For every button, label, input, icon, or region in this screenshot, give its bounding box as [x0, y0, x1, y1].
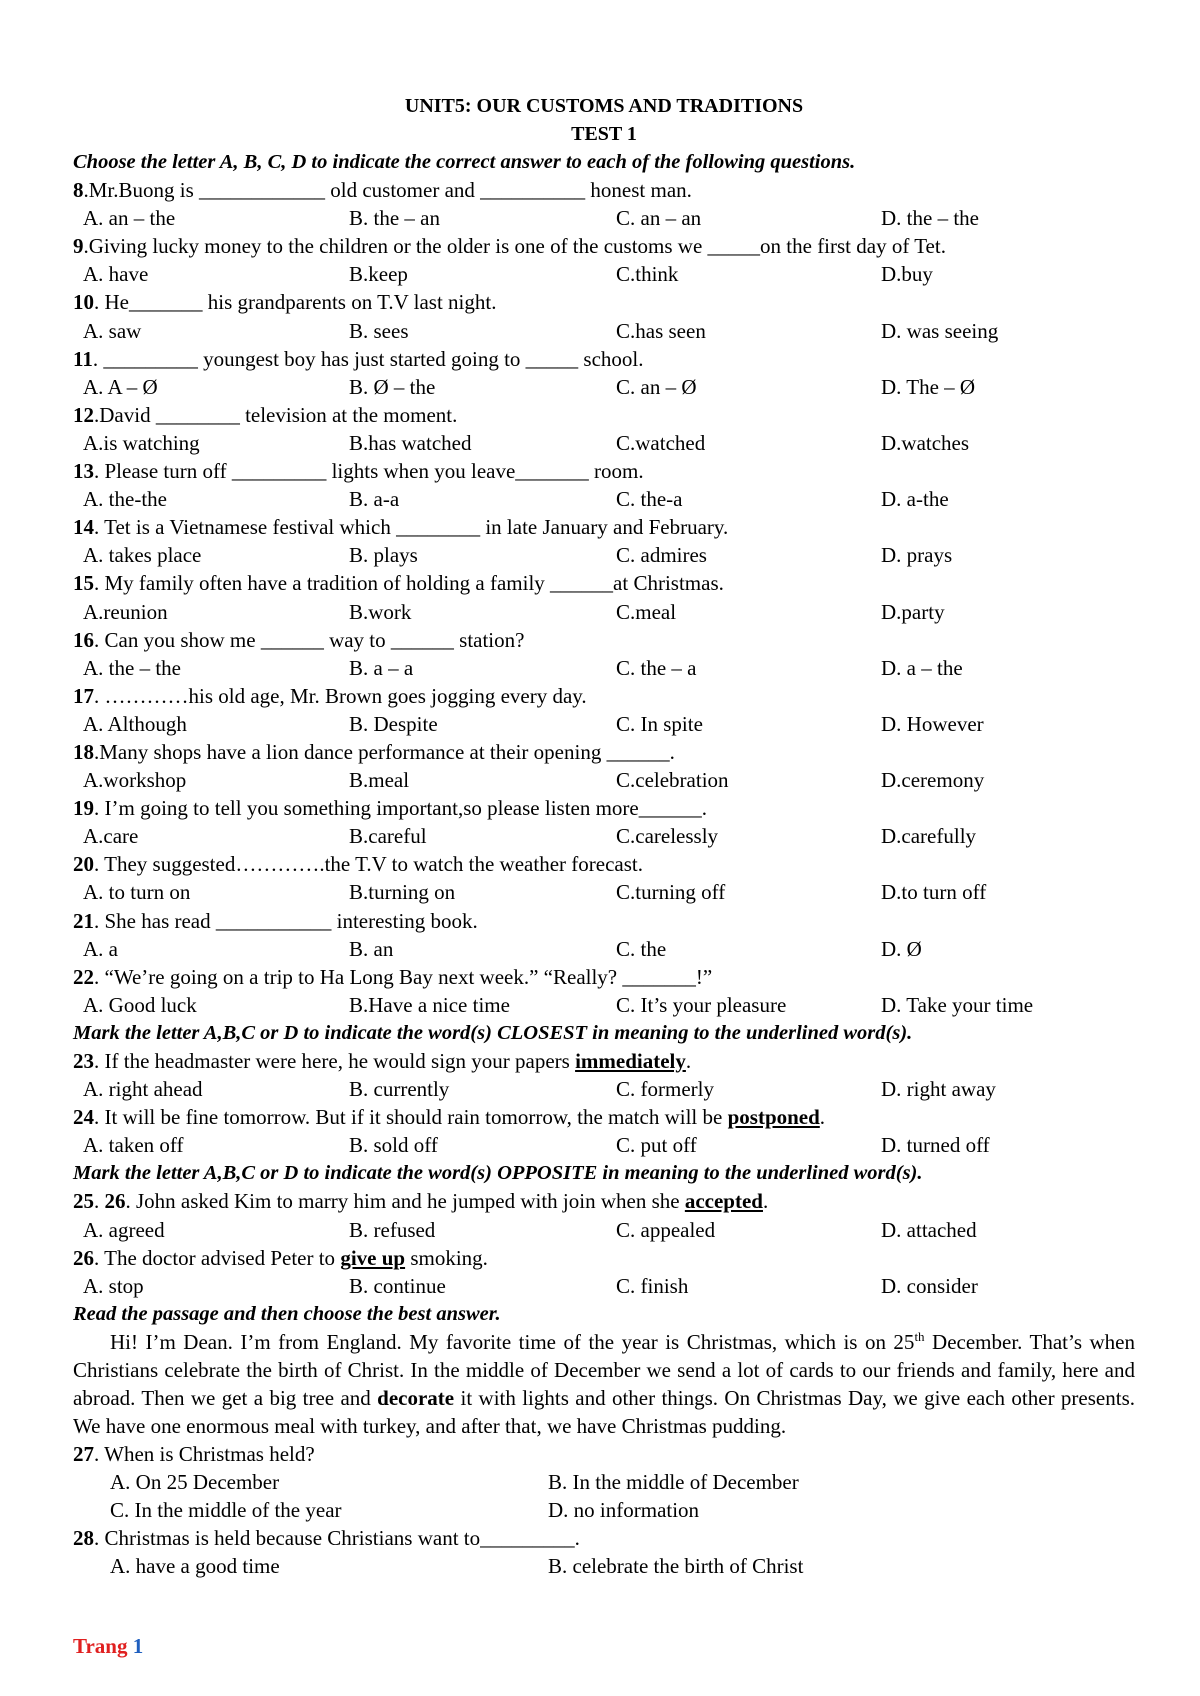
option-d: D. prays — [881, 543, 953, 568]
option-b: B. Despite — [349, 711, 438, 736]
option-b: B.careful — [349, 824, 427, 849]
question-text: . _________ youngest boy has just started going to _____ school. — [92, 346, 644, 371]
option-b: B. an — [349, 936, 394, 961]
question-text: .Giving lucky money to the children or the older is one of the customs we _____on the first day of Tet. — [83, 234, 946, 259]
option-b: B. Ø – the — [349, 374, 436, 399]
options-15 — [73, 598, 1135, 626]
question-number: 12 — [73, 402, 94, 427]
question-number: 15 — [73, 571, 94, 596]
question-16 — [73, 626, 1135, 654]
option-d: D. right away — [881, 1077, 996, 1102]
option-a: A.is watching — [83, 430, 200, 455]
question-number: 22 — [73, 964, 94, 989]
options-12 — [73, 429, 1135, 457]
question-number: 13 — [73, 459, 94, 484]
underlined-word: give up — [340, 1245, 406, 1270]
option-b: B.Have a nice time — [349, 992, 510, 1017]
option-c: C.think — [616, 262, 679, 287]
option-d: D. However — [881, 711, 984, 736]
question-text: . Please turn off _________ lights when you leave_______ room. — [94, 459, 644, 484]
option-d: D.to turn off — [881, 880, 987, 905]
option-c: C.turning off — [616, 880, 726, 905]
option-d: D.ceremony — [881, 768, 985, 793]
options-16 — [73, 654, 1135, 682]
option-b: B. sees — [349, 318, 409, 343]
options-19 — [73, 822, 1135, 850]
question-number: 18 — [73, 739, 94, 764]
option-d: D. Ø — [881, 936, 922, 961]
question-13 — [73, 457, 1135, 485]
option-c: C. In spite — [616, 711, 703, 736]
question-text: . My family often have a tradition of holding a family ______at Christmas. — [94, 571, 724, 596]
question-26: 26. The doctor advised Peter to give up smoking. — [73, 1245, 488, 1270]
question-19 — [73, 794, 1135, 822]
option-c: C. formerly — [616, 1077, 714, 1102]
option-c: C.meal — [616, 599, 677, 624]
options-23 — [73, 1075, 1135, 1103]
option-d: D. the – the — [881, 206, 979, 231]
option-c: C. the-a — [616, 487, 683, 512]
option-a: A. have — [83, 262, 149, 287]
question-text: . “We’re going on a trip to Ha Long Bay next week.” “Really? _______!” — [94, 964, 713, 989]
option-d: D.party — [881, 599, 945, 624]
footer-page-number: 1 — [132, 1634, 144, 1658]
option-d: D. was seeing — [881, 318, 999, 343]
question-8 — [73, 176, 1135, 204]
question-17 — [73, 682, 1135, 710]
question-number: 21 — [73, 908, 94, 933]
question-20 — [73, 850, 1135, 878]
options-28-row1 — [73, 1552, 1135, 1580]
instruction-3: Mark the letter A,B,C or D to indicate the word(s) OPPOSITE in meaning to the underlined word(s). — [73, 1162, 923, 1185]
question-22 — [73, 963, 1135, 991]
option-b: B. continue — [349, 1273, 446, 1298]
option-d: D. attached — [881, 1217, 977, 1242]
option-a: A. have a good time — [110, 1554, 280, 1579]
question-28: 28. Christmas is held because Christians want to_________. — [73, 1526, 580, 1551]
question-text: . He_______ his grandparents on T.V last night. — [94, 290, 497, 315]
option-b: B.work — [349, 599, 412, 624]
instruction-2: Mark the letter A,B,C or D to indicate the word(s) CLOSEST in meaning to the underlined word(s). — [73, 1021, 913, 1044]
option-b: B. refused — [349, 1217, 436, 1242]
question-15 — [73, 569, 1135, 597]
option-c: C. finish — [616, 1273, 689, 1298]
options-25 — [73, 1216, 1135, 1244]
option-b: B. a – a — [349, 655, 414, 680]
option-d: D. a-the — [881, 487, 949, 512]
options-8 — [73, 204, 1135, 232]
question-text: . They suggested………….the T.V to watch the weather forecast. — [94, 852, 643, 877]
option-c: C. It’s your pleasure — [616, 992, 787, 1017]
options-14 — [73, 541, 1135, 569]
question-24: 24. It will be fine tomorrow. But if it should rain tomorrow, the match will be postponed. — [73, 1105, 826, 1130]
option-d: D.watches — [881, 430, 970, 455]
option-b: B. a-a — [349, 487, 400, 512]
test-label: TEST 1 — [571, 123, 637, 145]
instruction-1: Choose the letter A, B, C, D to indicate the correct answer to each of the following questions. — [73, 151, 856, 173]
options-24 — [73, 1131, 1135, 1159]
question-number: 19 — [73, 796, 94, 821]
option-c: C. an – an — [616, 206, 702, 231]
question-text: .Mr.Buong is ____________ old customer and __________ honest man. — [83, 178, 692, 203]
question-14 — [73, 513, 1135, 541]
option-a: A. saw — [83, 318, 142, 343]
question-number: 16 — [73, 627, 94, 652]
option-b: B.keep — [349, 262, 408, 287]
options-17 — [73, 710, 1135, 738]
option-a: A. Although — [83, 711, 187, 736]
underlined-word: accepted — [684, 1189, 763, 1214]
question-text: . Can you show me ______ way to ______ station? — [94, 627, 525, 652]
options-13 — [73, 485, 1135, 513]
option-a: A. right ahead — [83, 1077, 203, 1102]
option-c: C. the – a — [616, 655, 697, 680]
question-text: .David ________ television at the moment. — [94, 402, 458, 427]
options-22 — [73, 991, 1135, 1019]
option-c: C.carelessly — [616, 824, 719, 849]
option-a: A. to turn on — [83, 880, 191, 905]
question-number: 8 — [73, 178, 84, 203]
options-11 — [73, 373, 1135, 401]
option-c: C. admires — [616, 543, 707, 568]
instruction-4: Read the passage and then choose the best answer. — [73, 1302, 501, 1325]
option-b: B. the – an — [349, 206, 440, 231]
option-b: B. celebrate the birth of Christ — [548, 1554, 804, 1579]
option-a: A.care — [83, 824, 139, 849]
option-a: A. Good luck — [83, 992, 197, 1017]
option-d: D. consider — [881, 1273, 978, 1298]
option-b: B. In the middle of December — [548, 1470, 799, 1495]
question-number: 20 — [73, 852, 94, 877]
option-a: A. On 25 December — [110, 1470, 280, 1495]
question-number: 17 — [73, 683, 94, 708]
option-d: D. turned off — [881, 1133, 990, 1158]
option-b: B.turning on — [349, 880, 456, 905]
option-a: A. agreed — [83, 1217, 165, 1242]
question-text: . I’m going to tell you something important,so please listen more______. — [94, 796, 707, 821]
option-a: A. A – Ø — [83, 374, 158, 399]
option-d: D. Take your time — [881, 992, 1034, 1017]
option-c: C. appealed — [616, 1217, 716, 1242]
question-number: 11 — [73, 346, 93, 371]
option-c: C. an – Ø — [616, 374, 697, 399]
footer-word: Trang — [73, 1634, 128, 1658]
option-c: C. In the middle of the year — [110, 1498, 342, 1523]
option-d: D. a – the — [881, 655, 963, 680]
options-27-row1 — [73, 1468, 1135, 1496]
option-c: C. put off — [616, 1133, 697, 1158]
question-number: 14 — [73, 515, 94, 540]
question-text: . Tet is a Vietnamese festival which ________ in late January and February. — [94, 515, 729, 540]
option-b: B. currently — [349, 1077, 450, 1102]
options-9 — [73, 260, 1135, 288]
question-27: 27. When is Christmas held? — [73, 1441, 315, 1466]
option-a: A.reunion — [83, 599, 168, 624]
option-a: A. the-the — [83, 487, 167, 512]
option-b: B. plays — [349, 543, 418, 568]
question-number: 9 — [73, 234, 84, 259]
underlined-word: immediately — [575, 1049, 686, 1073]
options-18 — [73, 766, 1135, 794]
option-d: D. no information — [548, 1498, 700, 1523]
question-10 — [73, 288, 1135, 316]
option-a: A. an – the — [83, 206, 176, 231]
question-number: 10 — [73, 290, 94, 315]
options-26 — [73, 1272, 1135, 1300]
options-21 — [73, 935, 1135, 963]
option-a: A.workshop — [83, 768, 187, 793]
question-25: 25. 26. John asked Kim to marry him and he jumped with join when she accepted. — [73, 1189, 769, 1214]
unit-title: UNIT5: OUR CUSTOMS AND TRADITIONS — [404, 95, 804, 117]
option-c: C.celebration — [616, 768, 729, 793]
options-20 — [73, 878, 1135, 906]
options-10 — [73, 317, 1135, 345]
question-12 — [73, 401, 1135, 429]
option-c: C. the — [616, 936, 667, 961]
option-c: C.has seen — [616, 318, 706, 343]
question-18 — [73, 738, 1135, 766]
option-b: B. sold off — [349, 1133, 438, 1158]
question-21 — [73, 907, 1135, 935]
question-23: 23. If the headmaster were here, he would sign your papers immediately. — [73, 1049, 692, 1073]
question-11 — [73, 345, 1135, 373]
option-b: B.meal — [349, 768, 410, 793]
options-27-row2 — [73, 1496, 1135, 1524]
question-text: . …………his old age, Mr. Brown goes jogging every day. — [94, 683, 587, 708]
document-page — [73, 92, 1135, 1580]
reading-passage: Hi! I’m Dean. I’m from England. My favorite time of the year is Christmas, which is on 25th December. That’s when Christians celebrate the birth of Christ. In the middle of December we send a lot of cards to our friends and family, here and abroad. Then we get a big tree and decorate it with lights and other things. On Christmas Day, we give each other presents. We have one enormous meal with turkey, and after that, we have Christmas pudding. — [73, 1328, 1136, 1438]
underlined-word: postponed — [727, 1105, 820, 1130]
option-d: D.buy — [881, 262, 933, 287]
question-text: .Many shops have a lion dance performance at their opening ______. — [94, 739, 675, 764]
question-text: . She has read ___________ interesting book. — [94, 908, 478, 933]
option-a: A. takes place — [83, 543, 202, 568]
option-d: D. The – Ø — [881, 374, 976, 399]
option-a: A. the – the — [83, 655, 181, 680]
option-a: A. taken off — [83, 1133, 184, 1158]
question-list — [73, 176, 1135, 1019]
option-c: C.watched — [616, 430, 706, 455]
option-d: D.carefully — [881, 824, 977, 849]
option-a: A. a — [83, 936, 118, 961]
option-b: B.has watched — [349, 430, 472, 455]
question-9 — [73, 232, 1135, 260]
option-a: A. stop — [83, 1273, 144, 1298]
page-footer — [73, 1634, 143, 1659]
